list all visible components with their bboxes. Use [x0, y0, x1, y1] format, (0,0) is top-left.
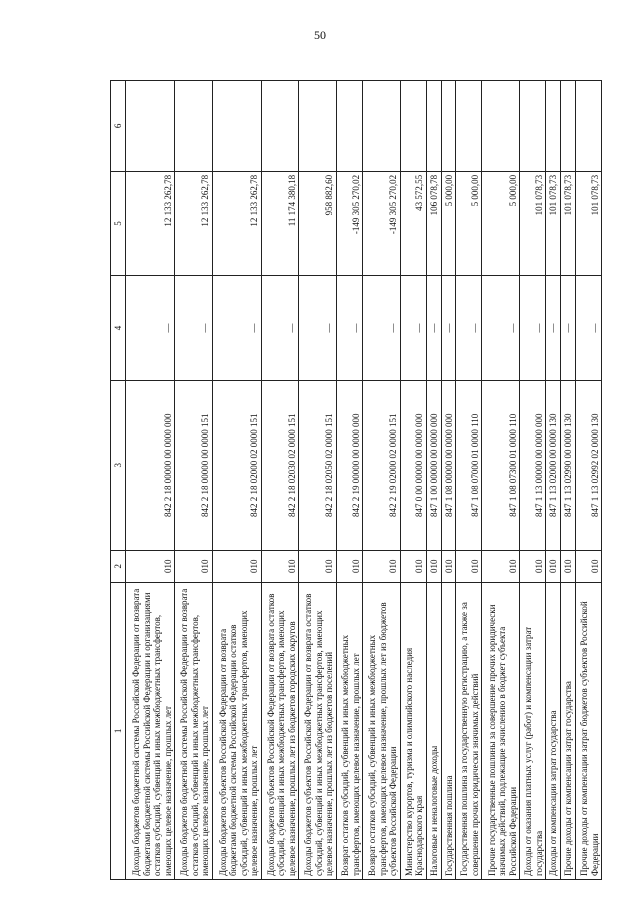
row-col4-cell: —: [175, 276, 213, 380]
row-kbk-cell: 847 1 08 07300 01 0000 110: [482, 380, 520, 550]
row-col6-cell: [520, 81, 546, 172]
row-col6-cell: [400, 81, 426, 172]
page-number: 50: [314, 28, 326, 42]
row-amount-cell: 5 000,00: [441, 171, 456, 275]
row-name-cell: Министерство курортов, туризма и олимпийского наследия Краснодарского края: [400, 582, 426, 879]
revenue-table: [110, 80, 602, 880]
row-kbk-cell: 847 1 13 02000 00 0000 130: [546, 380, 561, 550]
row-name-cell: Доходы бюджетов субъектов Российской Федерации от возврата остатков субсидий, субвенций и иных межбюджетных трансфертов, имеющих целевое назначение, прошлых лет из бюджетов городских округов: [261, 582, 299, 879]
row-name-cell: Возврат остатков субсидий, субвенций и иных межбюджетных трансфертов, имеющих целевое назначение, прошлых лет из бюджетов субъектов Российской Федерации: [363, 582, 401, 879]
row-name-cell: Прочие доходы от компенсации затрат бюджетов субъектов Российской Федерации: [575, 582, 601, 879]
row-amount-cell: 43 572,55: [400, 171, 426, 275]
header-cell: 4: [111, 276, 126, 380]
row-amount-cell: 101 078,73: [575, 171, 601, 275]
row-col4-cell: —: [400, 276, 426, 380]
table-row: [400, 81, 426, 880]
row-amount-cell: -149 305 270,02: [336, 171, 362, 275]
row-col6-cell: [175, 81, 213, 172]
row-name-cell: Доходы бюджетов бюджетной системы Российской Федерации от возврата остатков субсидий, субвенций и иных межбюджетных трансфертов, имеющих целевое назначение, прошлых лет: [175, 582, 213, 879]
row-name-cell: Государственная пошлина за государственную регистрацию, а также за совершение прочих юридически значимых действий: [456, 582, 482, 879]
row-code-cell: 010: [336, 550, 362, 582]
table-row: [482, 81, 520, 880]
row-col6-cell: [441, 81, 456, 172]
row-code-cell: 010: [261, 550, 299, 582]
table-row: [175, 81, 213, 880]
row-col6-cell: [261, 81, 299, 172]
row-name-cell: Налоговые и неналоговые доходы: [426, 582, 441, 879]
row-col4-cell: —: [336, 276, 362, 380]
row-kbk-cell: 842 2 18 02000 02 0000 151: [212, 380, 261, 550]
row-col4-cell: —: [560, 276, 575, 380]
row-col4-cell: —: [212, 276, 261, 380]
row-code-cell: 010: [546, 550, 561, 582]
row-amount-cell: 5 000,00: [456, 171, 482, 275]
table-row: [546, 81, 561, 880]
row-amount-cell: 11 174 380,18: [261, 171, 299, 275]
table-row: [575, 81, 601, 880]
row-code-cell: 010: [126, 550, 175, 582]
row-col6-cell: [426, 81, 441, 172]
row-amount-cell: 101 078,73: [520, 171, 546, 275]
row-name-cell: Прочие доходы от компенсации затрат государства: [560, 582, 575, 879]
table-row: [336, 81, 362, 880]
row-kbk-cell: 842 2 18 00000 00 0000 151: [175, 380, 213, 550]
row-amount-cell: 5 000,00: [482, 171, 520, 275]
table-row: [520, 81, 546, 880]
row-name-cell: Возврат остатков субсидий, субвенций и иных межбюджетных трансфертов, имеющих целевое назначение, прошлых лет: [336, 582, 362, 879]
row-code-cell: 010: [400, 550, 426, 582]
row-kbk-cell: 842 2 19 02000 02 0000 151: [363, 380, 401, 550]
table-row: [363, 81, 401, 880]
row-code-cell: 010: [441, 550, 456, 582]
header-cell: 2: [111, 550, 126, 582]
row-col4-cell: —: [441, 276, 456, 380]
row-amount-cell: 958 882,60: [299, 171, 337, 275]
row-code-cell: 010: [212, 550, 261, 582]
row-name-cell: Доходы от компенсации затрат государства: [546, 582, 561, 879]
row-amount-cell: 12 133 262,78: [175, 171, 213, 275]
row-code-cell: 010: [299, 550, 337, 582]
row-col6-cell: [560, 81, 575, 172]
row-col4-cell: —: [482, 276, 520, 380]
row-name-cell: Доходы бюджетов бюджетной системы Российской Федерации от возврата бюджетами бюджетной системы Российской Федерации и организациями остатков субсидий, субвенций и иных межбюджетных трансфертов, имеющих целевое назначение, прошлых лет: [126, 582, 175, 879]
row-amount-cell: 12 133 262,78: [212, 171, 261, 275]
rotated-table-container: [110, 80, 602, 880]
table-row: [560, 81, 575, 880]
row-name-cell: Доходы от оказания платных услуг (работ) и компенсации затрат государства: [520, 582, 546, 879]
row-col4-cell: —: [299, 276, 337, 380]
row-name-cell: Прочие государственные пошлины за совершение прочих юридически значимых действий, подлежащие зачислению в бюджет субъекта Российской Федерации: [482, 582, 520, 879]
table-row: [456, 81, 482, 880]
row-col4-cell: —: [546, 276, 561, 380]
row-kbk-cell: 847 1 13 00000 00 0000 000: [520, 380, 546, 550]
row-name-cell: Доходы бюджетов субъектов Российской Федерации от возврата остатков субсидий, субвенций и иных межбюджетных трансфертов, имеющих целевое назначение, прошлых лет из бюджетов поселений: [299, 582, 337, 879]
row-col6-cell: [482, 81, 520, 172]
table-header-row: [111, 81, 126, 880]
header-cell: 6: [111, 81, 126, 172]
row-amount-cell: 101 078,73: [546, 171, 561, 275]
row-kbk-cell: 847 1 13 02992 02 0000 130: [575, 380, 601, 550]
row-name-cell: Государственная пошлина: [441, 582, 456, 879]
header-cell: 3: [111, 380, 126, 550]
row-kbk-cell: 847 1 08 07000 01 0000 110: [456, 380, 482, 550]
row-col4-cell: —: [520, 276, 546, 380]
row-kbk-cell: 842 2 18 02050 02 0000 151: [299, 380, 337, 550]
row-col4-cell: —: [363, 276, 401, 380]
table-row: [426, 81, 441, 880]
row-col4-cell: —: [426, 276, 441, 380]
row-amount-cell: -149 305 270,02: [363, 171, 401, 275]
row-amount-cell: 12 133 262,78: [126, 171, 175, 275]
row-kbk-cell: 847 0 00 00000 00 0000 000: [400, 380, 426, 550]
row-amount-cell: 101 078,73: [560, 171, 575, 275]
table-row: [441, 81, 456, 880]
row-kbk-cell: 847 1 13 02990 00 0000 130: [560, 380, 575, 550]
row-kbk-cell: 842 2 18 02030 02 0000 151: [261, 380, 299, 550]
row-col6-cell: [212, 81, 261, 172]
row-code-cell: 010: [175, 550, 213, 582]
row-col4-cell: —: [456, 276, 482, 380]
row-code-cell: 010: [575, 550, 601, 582]
table-row: [261, 81, 299, 880]
header-cell: 5: [111, 171, 126, 275]
row-code-cell: 010: [560, 550, 575, 582]
row-amount-cell: 106 078,78: [426, 171, 441, 275]
row-col4-cell: —: [126, 276, 175, 380]
row-code-cell: 010: [520, 550, 546, 582]
row-kbk-cell: 847 1 00 00000 00 0000 000: [426, 380, 441, 550]
row-col6-cell: [299, 81, 337, 172]
row-col4-cell: —: [261, 276, 299, 380]
row-col6-cell: [363, 81, 401, 172]
row-code-cell: 010: [456, 550, 482, 582]
row-code-cell: 010: [482, 550, 520, 582]
row-kbk-cell: 842 2 19 00000 00 0000 000: [336, 380, 362, 550]
row-col6-cell: [126, 81, 175, 172]
row-kbk-cell: 847 1 08 00000 00 0000 000: [441, 380, 456, 550]
row-col6-cell: [546, 81, 561, 172]
row-col6-cell: [456, 81, 482, 172]
row-col6-cell: [336, 81, 362, 172]
table-row: [126, 81, 175, 880]
table-row: [212, 81, 261, 880]
row-col6-cell: [575, 81, 601, 172]
table-row: [299, 81, 337, 880]
row-name-cell: Доходы бюджетов субъектов Российской Федерации от возврата бюджетами бюджетной системы Российской Федерации остатков субсидий, субвенций и иных межбюджетных трансфертов, имеющих целевое назначение, прошлых лет: [212, 582, 261, 879]
header-cell: 1: [111, 582, 126, 879]
row-code-cell: 010: [363, 550, 401, 582]
row-code-cell: 010: [426, 550, 441, 582]
row-kbk-cell: 842 2 18 00000 00 0000 000: [126, 380, 175, 550]
row-col4-cell: —: [575, 276, 601, 380]
